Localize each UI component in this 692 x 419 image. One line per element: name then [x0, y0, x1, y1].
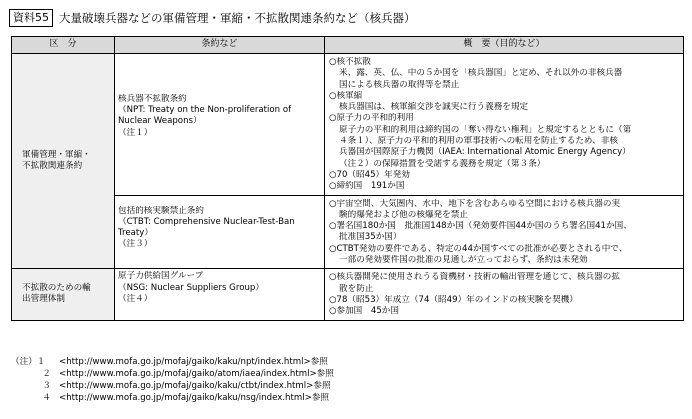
overview-line: ○宇宙空間、大気圏内、水中、地下を含むあらゆる空間における核兵器の実 [329, 198, 621, 209]
overview-line: ○参加国 45か国 [329, 306, 399, 317]
footnote-link[interactable]: <http://www.mofa.go.jp/mofaj/gaiko/atom/iaea/index.html>参照 [59, 369, 334, 379]
treaty-fullname: Treaty） [118, 228, 153, 239]
treaty-note-ref: （注１） [118, 127, 153, 138]
footnotes [11, 356, 334, 404]
footnote-link[interactable]: <http://www.mofa.go.jp/mofaj/gaiko/kaku/nsg/index.html>参照 [59, 393, 330, 403]
table-row [12, 269, 684, 320]
overview-line: ○核軍縮 [329, 90, 363, 101]
overview-line: ○核兵器開発に使用されうる資機材・技術の輸出管理を通じて、核兵器の拡 [329, 272, 620, 283]
overview-cell-nsg [325, 269, 684, 320]
treaty-cell-npt [115, 54, 325, 196]
category-line: 不拡散関連条約 [22, 161, 83, 172]
category-cell [12, 54, 115, 269]
footnote-item [11, 356, 334, 368]
treaty-fullname: （NSG: Nuclear Suppliers Group） [118, 282, 264, 293]
overview-line: 米、露、英、仏、中の５か国を「核兵器国」と定め、それ以外の非核兵器 [339, 68, 623, 79]
overview-line: ○CTBT発効の要件である、特定の44か国すべての批准が必要とされる中で、 [329, 243, 628, 254]
footnote-item [11, 380, 334, 392]
overview-line: 兵器国が国際原子力機関（IAEA: International Atomic Energy Agency） [339, 147, 631, 158]
treaty-fullname: Nuclear Weapons） [118, 116, 202, 127]
overview-line: 原子力の平和的利用は締約国の「奪い得ない権利」と規定するとともに（第 [339, 124, 632, 135]
overview-line: 国による核兵器の取得等を禁止 [339, 79, 460, 90]
footnote-item [11, 368, 334, 380]
table-header-row [12, 37, 684, 54]
treaty-cell-ctbt [115, 195, 325, 269]
overview-line: ○核不拡散 [329, 57, 371, 67]
footnote-link[interactable]: <http://www.mofa.go.jp/mofaj/gaiko/kaku/ctbt/index.html>参照 [59, 381, 331, 391]
overview-line: 験的爆発および他の核爆発を禁止 [339, 209, 468, 220]
treaty-name: 包括的核実験禁止条約 [118, 205, 204, 216]
treaty-name: 原子力供給国グループ [118, 271, 204, 282]
footnote-label: ２ [42, 369, 51, 379]
overview-line: （注２）の保障措置を受諾する義務を規定（第３条） [339, 158, 546, 169]
document-badge: 資料55 [9, 9, 53, 27]
overview-line: 一部の発効要件国の批准の見通しが立っておらず、条約は未発効 [339, 255, 588, 266]
treaty-note-ref: （注３） [118, 239, 153, 250]
category-line: 軍備管理・軍縮・ [22, 149, 91, 160]
overview-cell-ctbt [325, 195, 684, 269]
overview-line: ○70（昭45）年発効 [329, 169, 410, 180]
footnote-label: ４ [42, 393, 51, 403]
treaty-cell-nsg [115, 269, 325, 320]
overview-line: ○署名国180か国 批准国148か国（発効要件国44か国のうち署名国41か国、 [329, 221, 632, 232]
footnote-label: （注）１ [11, 357, 46, 367]
column-header-overview: 概 要（目的など） [325, 37, 684, 54]
column-header-treaty: 条約など [115, 37, 325, 54]
footnote-item [11, 392, 334, 404]
category-line: 出管理体制 [22, 294, 65, 305]
footnote-label: ３ [42, 381, 51, 391]
treaty-table [11, 36, 684, 321]
overview-line: ４条１）、原子力の平和的利用の軍事技術への転用を防止するため、非核 [339, 136, 618, 147]
overview-line: ○原子力の平和的利用 [329, 113, 414, 124]
treaty-fullname: （NPT: Treaty on the Non-proliferation of [118, 104, 292, 115]
overview-line: 批准国35か国） [339, 232, 402, 243]
overview-line: ○78（昭53）年成立（74（昭49）年のインドの核実験を契機） [329, 294, 578, 305]
category-cell [12, 269, 115, 320]
overview-cell-npt [325, 54, 684, 196]
table-row [12, 54, 684, 196]
overview-line: 散を防止 [339, 283, 374, 294]
column-header-category: 区 分 [12, 37, 115, 54]
document-header [9, 8, 416, 28]
document-title: 大量破壊兵器などの軍備管理・軍縮・不拡散関連条約など（核兵器） [59, 11, 416, 25]
overview-line: ○締約国 191か国 [329, 181, 405, 192]
treaty-note-ref: （注４） [118, 293, 153, 304]
overview-line: 核兵器国は、核軍縮交渉を誠実に行う義務を規定 [339, 102, 529, 113]
treaty-fullname: （CTBT: Comprehensive Nuclear-Test-Ban [118, 216, 295, 227]
footnote-link[interactable]: <http://www.mofa.go.jp/mofaj/gaiko/kaku/npt/index.html>参照 [59, 357, 328, 367]
treaty-name: 核兵器不拡散条約 [118, 93, 187, 104]
category-line: 不拡散のための輸 [22, 283, 91, 294]
